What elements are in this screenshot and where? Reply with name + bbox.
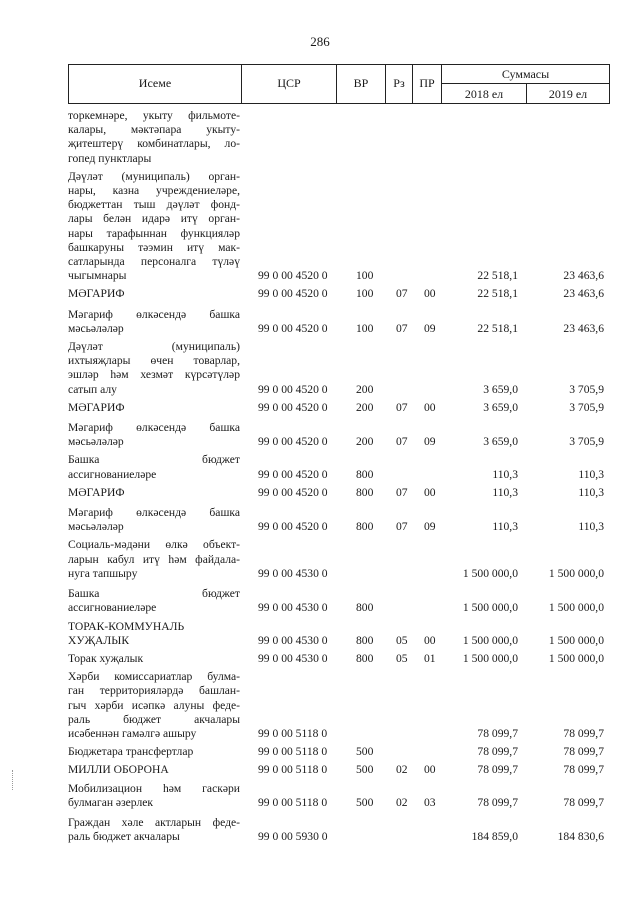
table-row [68,287,610,301]
row-name-line: нуга тапшыру [68,566,138,580]
row-vr: 500 [356,745,374,759]
row-pr: 09 [424,321,436,335]
table-row [68,816,610,844]
row-name-line: бюджеттан тыш дәүләт фонд- [68,198,240,212]
row-name [68,506,240,534]
row-sum-2019: 110,3 [578,485,604,499]
row-name-line: Башка бюджет [68,587,240,601]
row-name [68,340,240,397]
row-csr: 99 0 00 4530 0 [258,651,328,665]
row-name-line: Социаль-мәдәни өлкә объект- [68,538,240,552]
row-name-line: мәсьәләләр [68,435,124,449]
row-sum-2019: 3 705,9 [569,435,604,449]
row-vr: 200 [356,435,374,449]
row-name-line: нары, казна учреждениеләре, [68,184,240,198]
row-sum-2018: 3 659,0 [483,400,518,414]
row-name-line: торкемнәре, укыту фильмоте- [68,109,240,122]
row-sum-2019: 1 500 000,0 [548,601,604,615]
row-rz: 05 [396,651,408,665]
row-name-line: Мәгариф өлкәсендә башка [68,307,240,321]
row-rz: 07 [396,400,408,414]
row-name-line: лары белән идарә итү орган- [68,212,240,226]
row-sum-2018: 110,3 [492,467,518,481]
row-vr: 200 [356,400,374,414]
row-csr: 99 0 00 4520 0 [258,485,328,499]
row-name [68,109,240,166]
row-name [68,401,240,415]
row-vr: 800 [356,651,374,665]
row-csr: 99 0 00 5118 0 [258,763,328,777]
row-csr: 99 0 00 5118 0 [258,795,328,809]
header-vr: ВР [353,76,369,90]
row-name [68,782,240,810]
row-csr: 99 0 00 4520 0 [258,382,328,396]
row-sum-2019: 23 463,6 [563,269,604,283]
row-name-line: ларын кабул итү һәм файдала- [68,552,240,566]
row-name-line: Торак хуҗалык [68,651,144,665]
row-vr: 800 [356,467,374,481]
row-name-line: Граждан хәле актларын феде- [68,815,240,829]
row-vr: 100 [356,287,374,301]
row-name-line: МӘГАРИФ [68,400,125,414]
row-name-line: ассигнованиеләре [68,601,157,615]
row-sum-2018: 184 859,0 [471,830,518,844]
row-sum-2019: 78 099,7 [563,763,604,777]
row-name-line: Хәрби комиссариатлар булма- [68,670,240,684]
table-row [68,486,610,500]
row-name-line: ХУҖАЛЫК [68,633,130,647]
row-csr: 99 0 00 4520 0 [258,520,328,534]
row-vr: 500 [356,763,374,777]
row-sum-2018: 78 099,7 [477,795,518,809]
table-row [68,421,610,449]
row-pr: 09 [424,520,436,534]
row-csr: 99 0 00 4530 0 [258,601,328,615]
row-sum-2018: 3 659,0 [483,382,518,396]
header-rz: Рз [393,76,405,90]
header-pr: ПР [419,76,435,90]
table-row [68,620,610,648]
table-row [68,340,610,397]
row-sum-2019: 110,3 [578,467,604,481]
row-name [68,287,240,301]
row-csr: 99 0 00 4520 0 [258,287,328,301]
row-name-line: ассигнованиеләре [68,467,157,481]
row-sum-2019: 78 099,7 [563,745,604,759]
header-year1: 2018 ел [464,87,504,101]
header-year2: 2019 ел [548,87,588,101]
row-name [68,453,240,481]
row-pr: 01 [424,651,436,665]
row-csr: 99 0 00 4520 0 [258,435,328,449]
table-row [68,745,610,759]
row-csr: 99 0 00 5930 0 [258,830,328,844]
row-sum-2019: 1 500 000,0 [548,566,604,580]
row-sum-2018: 110,3 [492,520,518,534]
row-vr: 100 [356,269,374,283]
row-sum-2018: 1 500 000,0 [462,566,518,580]
row-name-line: чыгымнары [68,269,127,283]
table-row [68,506,610,534]
row-name-line: мәсьәләләр [68,321,124,335]
row-sum-2019: 23 463,6 [563,321,604,335]
margin-mark [12,770,15,790]
row-csr: 99 0 00 4520 0 [258,400,328,414]
table-row [68,170,610,284]
row-rz: 05 [396,633,408,647]
row-pr: 00 [424,485,436,499]
table-row [68,401,610,415]
row-name-line: Бюджетара трансфертлар [68,745,194,759]
row-csr: 99 0 00 4520 0 [258,321,328,335]
row-sum-2018: 3 659,0 [483,435,518,449]
row-name [68,816,240,844]
row-pr: 00 [424,400,436,414]
row-name [68,652,240,666]
row-name-line: ган территорияләрдә башлан- [68,684,240,698]
row-csr: 99 0 00 5118 0 [258,726,328,740]
header-csr: ЦСР [277,76,301,90]
row-csr: 99 0 00 5118 0 [258,745,328,759]
row-vr: 800 [356,520,374,534]
row-name-line: исәбеннән гамәлгә ашыру [68,726,197,740]
row-vr: 800 [356,601,374,615]
row-sum-2019: 3 705,9 [569,382,604,396]
row-name-line: гыч хәрби исәпкә алуны феде- [68,698,240,712]
row-name-line: Дәүләт (муниципаль) [68,340,240,354]
row-name-line: башкаруны тәэмин итү мак- [68,240,240,254]
row-name-line: МИЛЛИ ОБОРОНА [68,763,169,777]
table-header [68,64,610,104]
row-name-line: МӘГАРИФ [68,287,125,301]
table-row [68,453,610,481]
row-vr: 500 [356,795,374,809]
row-sum-2019: 3 705,9 [569,400,604,414]
row-rz: 02 [396,795,408,809]
row-pr: 03 [424,795,436,809]
row-vr: 100 [356,321,374,335]
row-sum-2018: 1 500 000,0 [462,601,518,615]
row-name [68,486,240,500]
row-name-line: җитештерү комбинатлары, ло- [68,137,240,151]
row-csr: 99 0 00 4520 0 [258,467,328,481]
row-pr: 00 [424,287,436,301]
row-sum-2018: 78 099,7 [477,726,518,740]
row-rz: 02 [396,763,408,777]
row-name [68,587,240,615]
row-sum-2018: 1 500 000,0 [462,651,518,665]
row-name-line: ихтыяҗлары өчен товарлар, [68,354,240,368]
row-sum-2019: 1 500 000,0 [548,651,604,665]
row-sum-2018: 78 099,7 [477,745,518,759]
row-sum-2019: 23 463,6 [563,287,604,301]
row-name-line: Башка бюджет [68,453,240,467]
budget-table-body [68,105,610,844]
row-name-line: мәсьәләләр [68,520,124,534]
row-sum-2018: 78 099,7 [477,763,518,777]
row-name [68,620,240,648]
row-vr: 800 [356,485,374,499]
header-name: Исеме [138,76,172,90]
row-name-line: раль бюджет акчалары [68,712,240,726]
row-sum-2018: 22 518,1 [477,321,518,335]
row-rz: 07 [396,321,408,335]
row-vr: 200 [356,382,374,396]
table-row [68,587,610,615]
row-name [68,538,240,581]
row-rz: 07 [396,520,408,534]
page-number: 286 [310,34,330,49]
row-csr: 99 0 00 4520 0 [258,269,328,283]
row-name-line: нары тарафыннан функцияләр [68,226,240,240]
row-sum-2019: 184 830,6 [557,830,604,844]
row-name-line: эшләр һәм хезмәт күрсәтүләр [68,368,240,382]
row-sum-2019: 1 500 000,0 [548,633,604,647]
row-sum-2018: 22 518,1 [477,269,518,283]
row-pr: 00 [424,763,436,777]
row-name-line: сатып алу [68,382,117,396]
row-name-line: Мәгариф өлкәсендә башка [68,506,240,520]
row-name [68,170,240,284]
row-name-line: калары, мәктәпара укыту- [68,123,240,137]
table-row [68,538,610,581]
row-rz: 07 [396,485,408,499]
row-vr: 800 [356,633,374,647]
row-sum-2019: 78 099,7 [563,795,604,809]
row-name-line: Мәгариф өлкәсендә башка [68,421,240,435]
row-csr: 99 0 00 4530 0 [258,633,328,647]
row-name [68,308,240,336]
table-row [68,109,610,166]
row-name-line: Мобилизацион һәм гаскәри [68,781,240,795]
row-sum-2018: 110,3 [492,485,518,499]
table-row [68,652,610,666]
table-row [68,308,610,336]
row-name [68,421,240,449]
row-name [68,670,240,741]
row-name-line: гопед пунктлары [68,151,152,165]
row-sum-2019: 78 099,7 [563,726,604,740]
table-row [68,670,610,741]
row-name-line: ТОРАК-КОММУНАЛЬ [68,619,185,633]
row-pr: 00 [424,633,436,647]
row-name-line: сатларында персоналга түләү [68,255,240,269]
header-sums: Суммасы [501,67,550,81]
row-csr: 99 0 00 4530 0 [258,566,328,580]
row-name [68,763,240,777]
row-rz: 07 [396,435,408,449]
row-name-line: раль бюджет акчалары [68,830,180,844]
table-row [68,763,610,777]
row-name [68,745,240,759]
row-name-line: булмаган әзерлек [68,795,154,809]
row-sum-2018: 22 518,1 [477,287,518,301]
row-sum-2018: 1 500 000,0 [462,633,518,647]
table-row [68,782,610,810]
row-pr: 09 [424,435,436,449]
row-name-line: Дәүләт (муниципаль) орган- [68,169,240,183]
row-name-line: МӘГАРИФ [68,485,125,499]
row-rz: 07 [396,287,408,301]
row-sum-2019: 110,3 [578,520,604,534]
